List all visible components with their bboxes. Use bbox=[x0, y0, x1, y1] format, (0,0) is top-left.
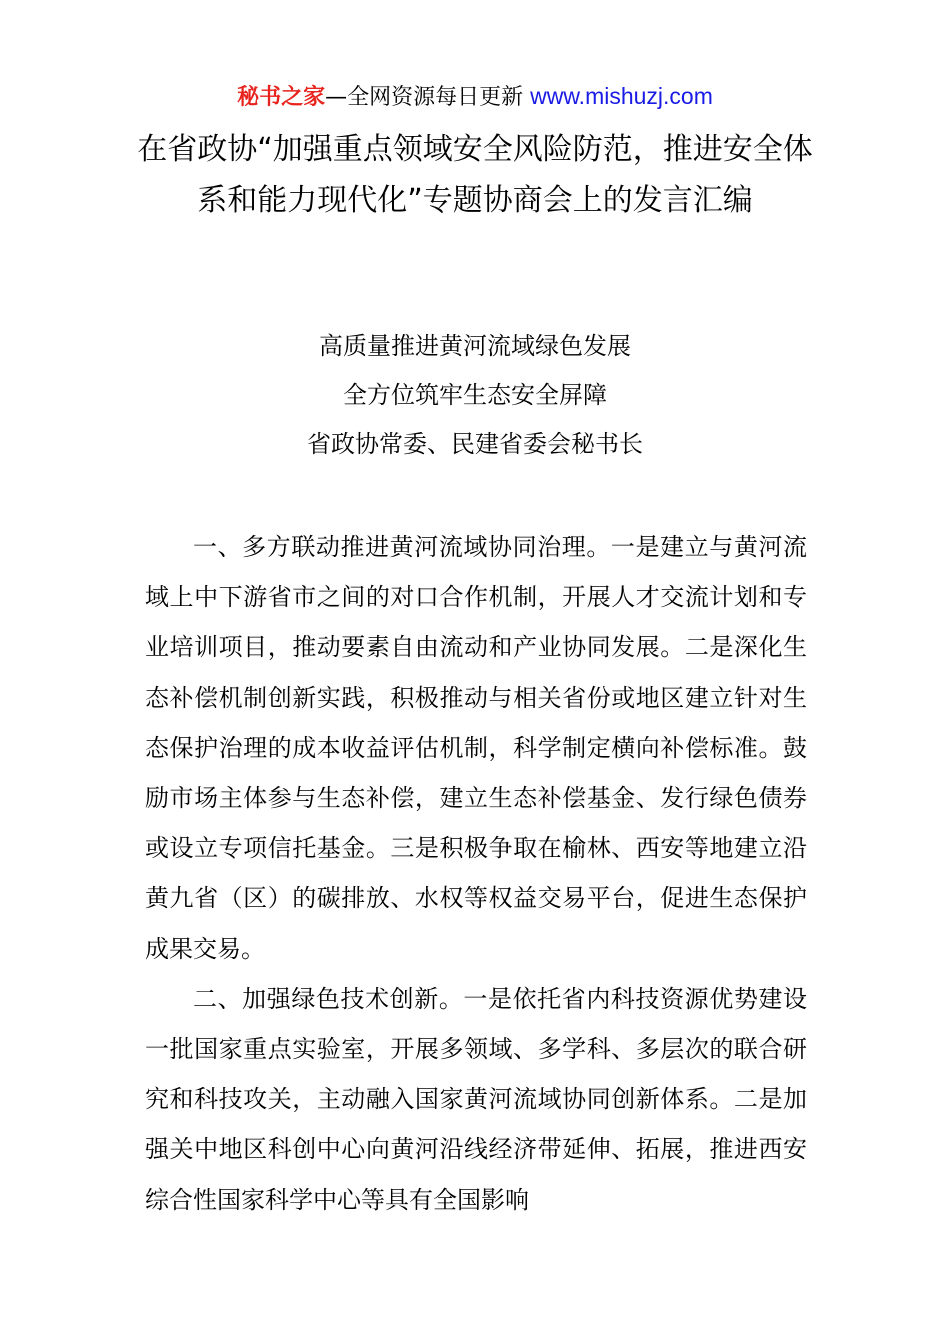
body-paragraph-1: 一、多方联动推进黄河流域协同治理。一是建立与黄河流域上中下游省市之间的对口合作机制，开展人才交流计划和专业培训项目，推动要素自由流动和产业协同发展。二是深化生态补偿机制创新实践，积极推动与相关省份或地区建立针对生态保护治理的成本收益评估机制，科学制定横向补偿标准。鼓励市场主体参与生态补偿，建立生态补偿基金、发行绿色债券或设立专项信托基金。三是积极争取在榆林、西安等地建立沿黄九省（区）的碳排放、水权等权益交易平台，促进生态保护成果交易。 bbox=[145, 533, 807, 963]
site-brand: 秘书之家 bbox=[237, 85, 326, 110]
site-tagline: —全网资源每日更新 bbox=[325, 85, 524, 110]
site-header bbox=[0, 80, 950, 114]
subtitle-line-2: 全方位筑牢生态安全屏障 bbox=[343, 381, 607, 409]
author-line: 省政协常委、民建省委会秘书长 bbox=[307, 430, 643, 458]
site-url-link[interactable]: www.mishuzj.com bbox=[530, 83, 713, 109]
document-title: 在省政协“加强重点领域安全风险防范，推进安全体系和能力现代化”专题协商会上的发言汇编 bbox=[137, 132, 813, 218]
body-paragraph-2: 二、加强绿色技术创新。一是依托省内科技资源优势建设一批国家重点实验室，开展多领域、多学科、多层次的联合研究和科技攻关，主动融入国家黄河流域协同创新体系。二是加强关中地区科创中心向黄河沿线经济带延伸、拓展，推进西安综合性国家科学中心等具有全国影响 bbox=[145, 984, 807, 1214]
subtitle-line-1: 高质量推进黄河流域绿色发展 bbox=[319, 332, 631, 360]
document-body bbox=[145, 522, 807, 1225]
